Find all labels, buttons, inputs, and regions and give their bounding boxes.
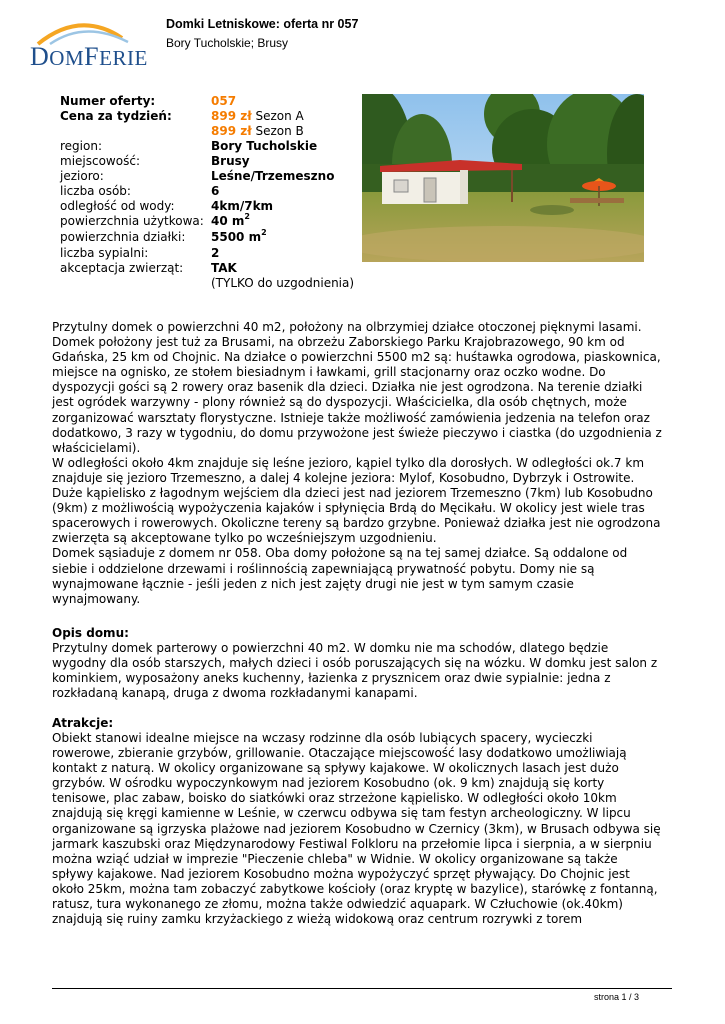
offer-number-label: Numer oferty: <box>60 94 156 108</box>
water-distance-value: 4km/7km <box>211 199 274 213</box>
offer-number-value: 057 <box>211 94 237 108</box>
bedrooms-value: 2 <box>211 246 220 260</box>
text-line: wygodny dla osób starszych, małych dzieci i osób poruszających się na wózku. W domku jest salon z <box>52 656 658 671</box>
text-line: rozkładaną kanapą, druga z dwoma rozkładanymi kanapami. <box>52 686 418 701</box>
text-line: zwierzęta są akceptowane tylko po wcześniejszym uzgodnieniu. <box>52 531 437 546</box>
text-line: dyspozycji gości są 2 rowery oraz basenik dla dzieci. Działka nie jest ogrodzona. Na terenie działki <box>52 380 643 395</box>
price-a-value: 899 zł <box>211 109 252 123</box>
attractions-heading: Atrakcje: <box>52 716 114 730</box>
persons-label: liczba osób: <box>60 184 131 198</box>
domferie-logo <box>30 14 150 70</box>
attractions-text <box>52 731 672 927</box>
text-line: Domek położony jest tuż za Brusami, na obrzeżu Zaborskiego Parku Krajobrazowego, 90 km od <box>52 335 625 350</box>
text-line: jest ogródek warzywny - plony również są do dyspozycji. Właścicielka, dla osób chętnych, może <box>52 395 627 410</box>
bedrooms-label: liczba sypialni: <box>60 246 149 260</box>
town-value: Brusy <box>211 154 250 168</box>
usable-area-value: 40 $m^2$ <box>211 212 250 228</box>
text-line: wynajmowany. <box>52 591 141 606</box>
lake-label: jezioro: <box>60 169 104 183</box>
text-line: kominkiem, wyposażony aneks kuchenny, łazienka z prysznicem oraz dwie sypialnie: jedna z <box>52 671 611 686</box>
usable-area-label: powierzchnia użytkowa: <box>60 214 204 228</box>
price-label: Cena za tydzień: <box>60 109 172 123</box>
description-text <box>52 320 672 607</box>
price-season-b <box>211 124 304 139</box>
text-line: znajdują się ruiny zamku krzyżackiego z wieżą widokową oraz centrum rozrywki z torem <box>52 912 583 927</box>
text-line: (9km) z możliwością wypożyczenia kajaków i spłynięcia Brdą do Męcikału. W okolicy jest wiele tras <box>52 501 645 516</box>
text-line: Obiekt stanowi idealne miejsce na wczasy rodzinne dla osób lubiących spacery, wycieczki <box>52 731 593 745</box>
lake-value: Leśne/Trzemeszno <box>211 169 335 183</box>
footer-divider <box>52 988 672 989</box>
region-label: region: <box>60 139 102 153</box>
price-season-a <box>211 109 304 124</box>
text-line: zorganizować warsztaty florystyczne. Istnieje także możliwość zamówienia jedzenia na telefon oraz <box>52 410 650 425</box>
text-line: Przytulny domek parterowy o powierzchni 40 m2. W domku nie ma schodów, dlatego będzie <box>52 641 609 655</box>
logo-wordmark: DOMFERIE <box>30 42 148 71</box>
house-photo <box>362 94 644 262</box>
page-number: strona 1 / 3 <box>594 992 640 1002</box>
text-line: rowerowe, zbieranie grzybów, grillowanie. Otaczające miejscowość lasy dodatkowo umożliwiają <box>52 746 627 761</box>
persons-value: 6 <box>211 184 220 198</box>
text-line: ratusz, tura wykonanego ze złomu, można także odwiedzić aquapark. W Człuchowie (ok.40km) <box>52 897 623 912</box>
page-subtitle: Bory Tucholskie; Brusy <box>166 36 289 50</box>
page-title: Domki Letniskowe: oferta nr 057 <box>166 17 359 31</box>
text-line: siebie i oddzielone drzewami i roślinnością zapewniającą prywatność pobytu. Domy nie są <box>52 561 595 576</box>
text-line: W odległości około 4km znajduje się leśne jezioro, kąpiel tylko dla dorosłych. W odległości ok.7 km <box>52 455 645 470</box>
text-line: kontakt z naturą. W okolicy organizowane są spływy kajakowe. W okolicznych lasach jest dużo <box>52 761 619 776</box>
text-line: spływy kajakowe. Nad jeziorem Kosobudno można wypożyczyć sprzęt pływający. Do Chojnic jest <box>52 866 630 881</box>
text-line: tenisowe, plac zabaw, boisko do siatkówki oraz strzeżone kąpielisko. W odległości około 10km <box>52 791 617 806</box>
text-line: znajdują się kręgi kamienne w Leśnie, w czerwcu odbywa się tam festyn archeologiczny. W lipcu <box>52 806 631 821</box>
town-label: miejscowość: <box>60 154 140 168</box>
season-b-label: Sezon B <box>255 124 304 138</box>
text-line: miejsce na ognisko, ze stołem biesiadnym i ławkami, grill stacjonarny oraz oczko wodne. Do <box>52 365 606 380</box>
text-line: można wziąć udział w imprezie "Pieczenie chleba" w Widnie. W okolicy organizowane są także <box>52 851 618 866</box>
text-line: organizowane są igrzyska plażowe nad jeziorem Kosobudno w Czernicy (3km), w Brusach odbywa się <box>52 821 661 836</box>
text-line: znajduje się jezioro Trzemeszno, a dalej 4 kolejne jeziora: Mylof, Kosobudno, Dybrzyk i Ostrowite. <box>52 470 635 485</box>
water-distance-label: odległość od wody: <box>60 199 175 213</box>
text-line: dodatkowo, 3 razy w tygodniu, do domu przywożone jest świeże pieczywo i ciastka (do uzgodnienia z <box>52 425 662 440</box>
plot-area-label: powierzchnia działki: <box>60 230 186 244</box>
region-value: Bory Tucholskie <box>211 139 318 153</box>
text-line: grzybów. W ośrodku wypoczynkowym nad jeziorem Kosobudno (ok. 9 km) znajdują się korty <box>52 776 605 791</box>
pets-value: TAK <box>211 261 237 275</box>
text-line: około 25km, można tam zobaczyć zabytkowe kościoły (oraz kryptę w bazylice), starówkę z fontanną, <box>52 881 658 896</box>
text-line: Duże kąpielisko z łagodnym wejściem dla dzieci jest nad jeziorem Trzemeszno (7km) lub Kosobudno <box>52 486 653 501</box>
house-heading: Opis domu: <box>52 626 129 640</box>
text-line: Gdańska, 25 km od Chojnic. Na działce o powierzchni 5500 m2 są: huśtawka ogrodowa, piaskownica, <box>52 350 661 365</box>
text-line: spacerowych i rowerowych. Okoliczne tereny są bardzo grzybne. Ponieważ działka jest nie ogrodzona <box>52 516 661 531</box>
season-a-label: Sezon A <box>255 109 304 123</box>
price-b-value: 899 zł <box>211 124 252 138</box>
text-line: wynajmowane łącznie - jeśli jeden z nich jest zajęty drugi nie jest w tym samym czasie <box>52 576 574 591</box>
text-line: Przytulny domek o powierzchni 40 m2, położony na olbrzymiej działce otoczonej pięknymi lasami. <box>52 320 642 334</box>
text-line: jarmark kaszubski oraz Międzynarodowy Festiwal Folkloru na przełomie lipca i sierpnia, a w sierpniu <box>52 836 652 851</box>
house-description <box>52 641 672 701</box>
text-line: Domek sąsiaduje z domem nr 058. Oba domy położone są na tej samej działce. Są oddalone od <box>52 546 628 561</box>
text-line: właścicielami). <box>52 440 141 455</box>
pets-note: (TYLKO do uzgodnienia) <box>211 276 355 290</box>
plot-area-value: 5500 $m^2$ <box>211 228 267 244</box>
pets-label: akceptacja zwierząt: <box>60 261 184 275</box>
